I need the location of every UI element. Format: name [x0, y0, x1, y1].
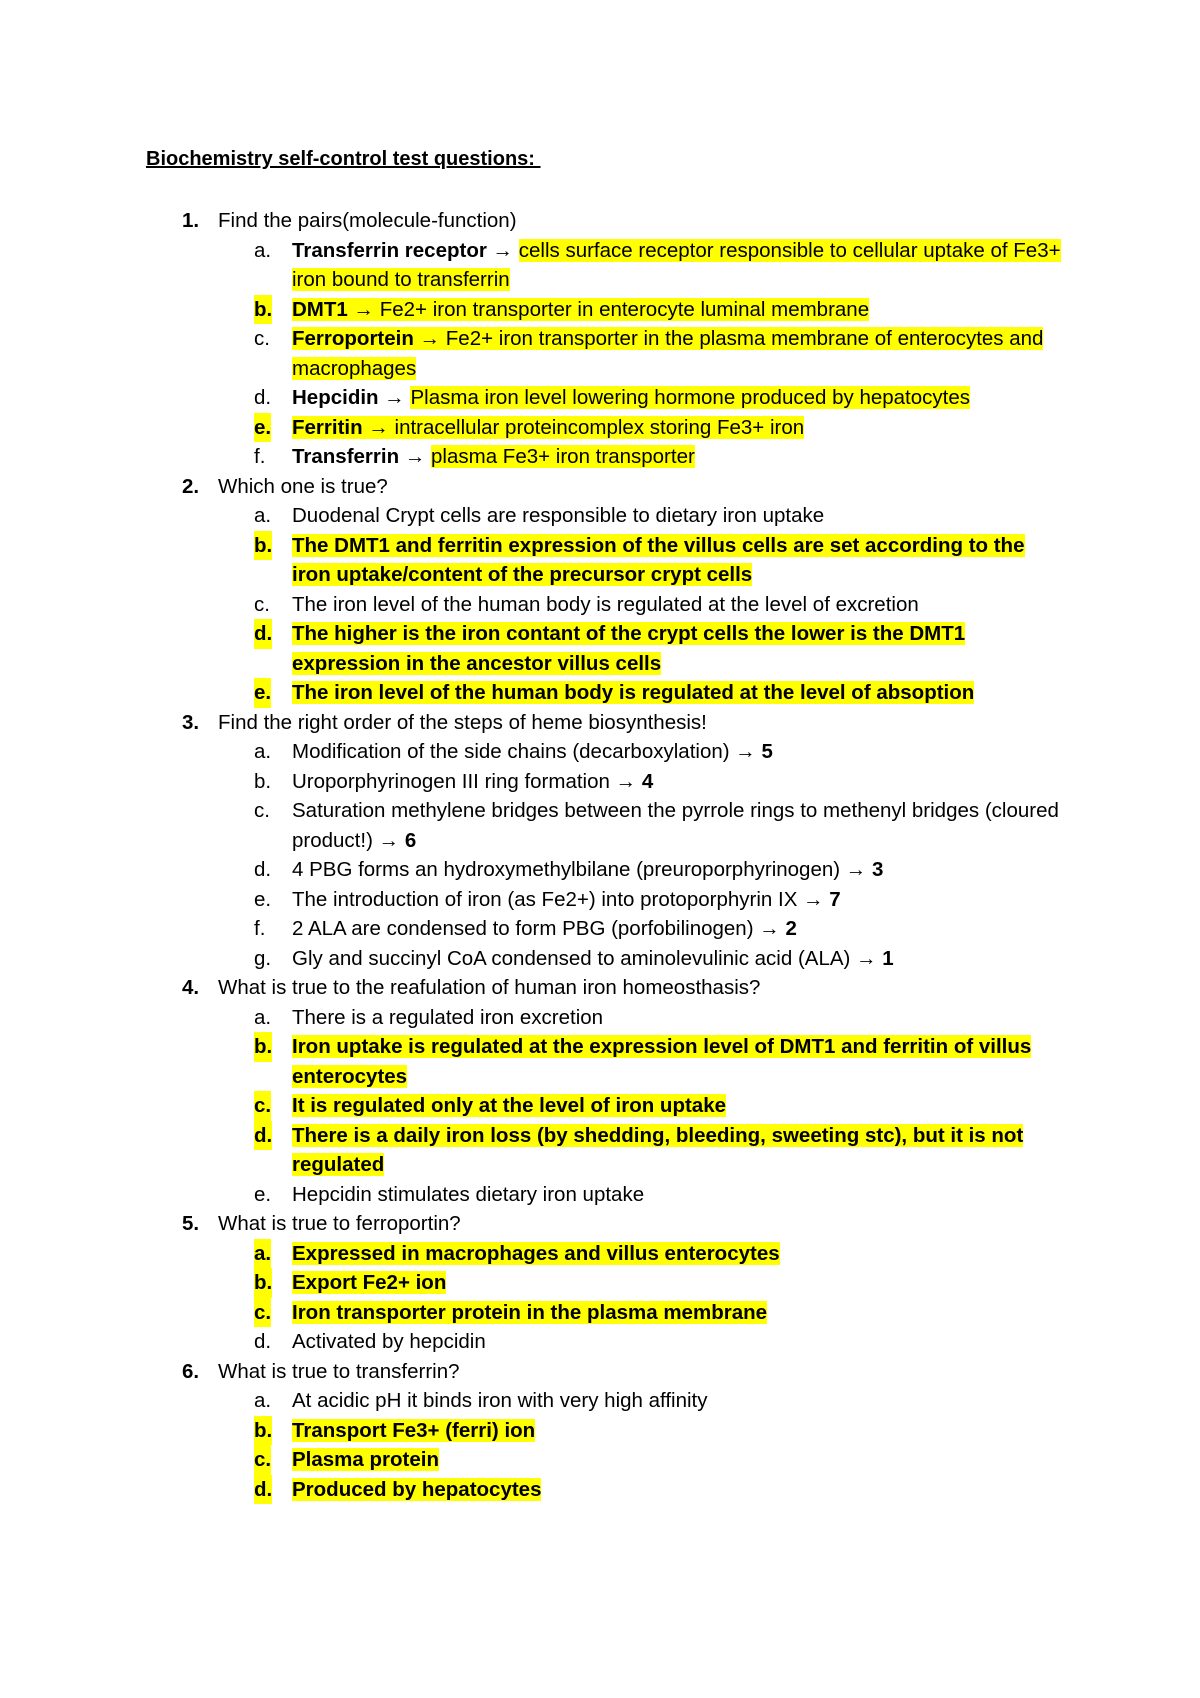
answer-text: Duodenal Crypt cells are responsible to dietary iron uptake: [292, 504, 825, 527]
answer-text: Iron uptake is regulated at the expression level of DMT1 and ferritin of villus enterocytes: [292, 1035, 1032, 1088]
arrow-icon: [840, 858, 872, 881]
answer-item: [146, 1386, 1066, 1416]
answer-item: [146, 1180, 1066, 1210]
answer-item: [146, 678, 1066, 708]
answer-letter: b.: [254, 531, 272, 561]
answer-letter: e.: [254, 887, 272, 911]
answer-letter: a.: [254, 238, 272, 262]
question-text: Find the right order of the steps of heme biosynthesis!: [218, 710, 707, 734]
answer-text: [292, 386, 970, 409]
answer-item: [146, 737, 1066, 767]
answer-text: Expressed in macrophages and villus enterocytes: [292, 1241, 780, 1265]
answer-letter: b.: [254, 295, 272, 325]
arrow-glyph: →: [353, 297, 375, 321]
question-text: What is true to transferrin?: [218, 1359, 460, 1383]
step-text: 2 ALA are condensed to form PBG (porfobilinogen): [292, 917, 754, 940]
arrow-glyph: →: [615, 769, 637, 793]
question-line: [146, 472, 1066, 502]
document-title: Biochemistry self-control test questions:: [146, 148, 541, 170]
answer-item: [146, 1239, 1066, 1269]
answer-item: [146, 501, 1066, 531]
answer-item: [146, 236, 1066, 295]
answer-letter: b.: [254, 1268, 272, 1298]
question-text: What is true to the reafulation of human iron homeosthasis?: [218, 976, 761, 999]
answer-item: [146, 1416, 1066, 1446]
answer-text: The DMT1 and ferritin expression of the villus cells are set according to the iron uptake/content of the precursor crypt cells: [292, 533, 1025, 586]
step-text: Modification of the side chains (decarboxylation): [292, 740, 730, 763]
answer-item: [146, 590, 1066, 620]
answer-letter: e.: [254, 413, 271, 443]
arrow-icon: [379, 386, 411, 409]
answer-letter: d.: [254, 1121, 272, 1151]
document-body: [146, 146, 1066, 1504]
arrow-glyph: →: [404, 445, 426, 468]
arrow-glyph: →: [378, 828, 400, 852]
arrow-icon: [373, 829, 405, 852]
answer-item: [146, 531, 1066, 590]
answer-text: [292, 327, 1043, 380]
answer-text: Transport Fe3+ (ferri) ion: [292, 1418, 536, 1442]
molecule-function: Fe2+ iron transporter in enterocyte luminal membrane: [379, 297, 870, 321]
arrow-icon: [399, 445, 431, 468]
arrow-icon: [348, 298, 380, 321]
arrow-icon: [487, 239, 519, 262]
answer-letter: c.: [254, 592, 270, 616]
answer-letter: a.: [254, 504, 272, 527]
step-text: Uroporphyrinogen III ring formation: [292, 769, 610, 793]
question-text: Which one is true?: [218, 474, 388, 498]
answer-item: [146, 413, 1066, 443]
answer-text: [292, 298, 869, 321]
answer-letter: a.: [254, 1389, 272, 1412]
step-text: Gly and succinyl CoA condensed to aminolevulinic acid (ALA): [292, 946, 851, 970]
question-text: What is true to ferroportin?: [218, 1212, 461, 1235]
molecule-function: intracellular proteincomplex storing Fe3+ iron: [394, 415, 805, 439]
answer-list: [146, 236, 1066, 472]
molecule-function: plasma Fe3+ iron transporter: [431, 445, 695, 468]
answer-item: [146, 1121, 1066, 1180]
arrow-glyph: →: [419, 327, 441, 350]
answer-text: Produced by hepatocytes: [292, 1477, 542, 1501]
question-number: 3.: [182, 710, 200, 734]
step-order-number: 1: [882, 946, 894, 970]
answer-letter: a.: [254, 1005, 272, 1029]
answer-text: [292, 445, 695, 468]
answer-text: Iron transporter protein in the plasma membrane: [292, 1300, 768, 1324]
answer-letter: c.: [254, 799, 270, 822]
answer-letter: e.: [254, 1182, 272, 1206]
answer-letter: c.: [254, 327, 270, 350]
question-block: [146, 973, 1066, 1209]
question-list: [146, 206, 1066, 1504]
answer-item: [146, 383, 1066, 413]
molecule-function: Fe2+ iron transporter in the plasma membrane of enterocytes and macrophages: [292, 327, 1044, 380]
answer-text: The iron level of the human body is regulated at the level of absoption: [292, 681, 975, 704]
answer-text: [292, 239, 1061, 292]
arrow-glyph: →: [803, 887, 824, 911]
answer-letter: b.: [254, 1416, 272, 1446]
arrow-glyph: →: [735, 740, 756, 763]
step-order-number: 2: [785, 917, 797, 940]
arrow-glyph: →: [368, 415, 389, 439]
answer-text: [292, 799, 1059, 852]
molecule-term: Transferrin: [292, 445, 400, 468]
answer-text: [292, 917, 797, 940]
answer-text: Activated by hepcidin: [292, 1330, 486, 1353]
answer-text: [292, 740, 773, 763]
step-text: 4 PBG forms an hydroxymethylbilane (preuroporphyrinogen): [292, 858, 841, 881]
answer-letter: a.: [254, 1239, 271, 1269]
answer-text: [292, 770, 653, 793]
arrow-icon: [363, 416, 395, 439]
answer-text: Plasma protein: [292, 1448, 439, 1471]
answer-letter: b.: [254, 769, 272, 793]
question-block: [146, 1357, 1066, 1505]
molecule-function: Plasma iron level lowering hormone produced by hepatocytes: [410, 386, 970, 409]
arrow-icon: [730, 740, 762, 763]
arrow-icon: [610, 770, 642, 793]
answer-letter: d.: [254, 858, 272, 881]
question-block: [146, 472, 1066, 708]
question-block: [146, 708, 1066, 974]
arrow-icon: [754, 917, 786, 940]
answer-item: [146, 767, 1066, 797]
answer-item: [146, 1091, 1066, 1121]
molecule-term: Transferrin receptor: [292, 238, 487, 262]
answer-item: [146, 885, 1066, 915]
answer-list: [146, 1386, 1066, 1504]
arrow-glyph: →: [492, 238, 514, 262]
answer-item: [146, 855, 1066, 885]
question-line: [146, 973, 1066, 1003]
answer-item: [146, 1003, 1066, 1033]
answer-item: [146, 914, 1066, 944]
step-order-number: 5: [761, 740, 773, 763]
answer-list: [146, 1003, 1066, 1210]
answer-item: [146, 796, 1066, 855]
answer-list: [146, 737, 1066, 973]
answer-letter: f.: [254, 445, 266, 468]
question-block: [146, 1209, 1066, 1357]
molecule-function: cells surface receptor responsible to cellular uptake of Fe3+ iron bound to transferrin: [292, 238, 1061, 291]
arrow-glyph: →: [759, 917, 780, 940]
answer-text: Export Fe2+ ion: [292, 1271, 447, 1294]
answer-text: The iron level of the human body is regulated at the level of excretion: [292, 592, 919, 616]
answer-item: [146, 1268, 1066, 1298]
answer-text: [292, 947, 894, 970]
arrow-glyph: →: [384, 386, 405, 409]
answer-text: It is regulated only at the level of iron uptake: [292, 1094, 727, 1117]
question-text: Find the pairs(molecule-function): [218, 209, 517, 232]
question-number: 5.: [182, 1212, 200, 1235]
answer-item: [146, 944, 1066, 974]
step-text: Saturation methylene bridges between the pyrrole rings to methenyl bridges (cloured product!): [292, 799, 1059, 852]
answer-item: [146, 1327, 1066, 1357]
question-number: 1.: [182, 209, 200, 232]
answer-letter: f.: [254, 917, 266, 940]
answer-list: [146, 1239, 1066, 1357]
question-line: [146, 708, 1066, 738]
answer-letter: c.: [254, 1445, 271, 1475]
step-order-number: 6: [404, 828, 417, 852]
answer-letter: c.: [254, 1298, 271, 1328]
step-text: The introduction of iron (as Fe2+) into protoporphyrin IX: [292, 887, 798, 911]
answer-letter: d.: [254, 619, 272, 649]
question-line: [146, 1357, 1066, 1387]
molecule-term: Ferritin: [292, 415, 363, 439]
answer-item: [146, 1298, 1066, 1328]
answer-item: [146, 619, 1066, 678]
arrow-glyph: →: [845, 858, 867, 881]
answer-item: [146, 1475, 1066, 1505]
answer-text: [292, 858, 883, 881]
answer-text: Hepcidin stimulates dietary iron uptake: [292, 1182, 645, 1206]
answer-text: There is a daily iron loss (by shedding, bleeding, sweeting stc), but it is not regulated: [292, 1123, 1024, 1176]
step-order-number: 3: [871, 858, 884, 881]
answer-text: [292, 416, 804, 439]
question-line: [146, 1209, 1066, 1239]
answer-item: [146, 324, 1066, 383]
answer-letter: a.: [254, 740, 272, 763]
step-order-number: 4: [641, 769, 654, 793]
molecule-term: DMT1: [292, 297, 348, 321]
answer-item: [146, 295, 1066, 325]
question-number: 2.: [182, 474, 200, 498]
answer-text: The higher is the iron contant of the crypt cells the lower is the DMT1 expression in the ancestor villus cells: [292, 622, 966, 675]
answer-text: [292, 888, 841, 911]
answer-letter: g.: [254, 946, 272, 970]
answer-letter: d.: [254, 1475, 272, 1505]
arrow-glyph: →: [856, 946, 877, 970]
question-block: [146, 206, 1066, 472]
answer-letter: c.: [254, 1091, 271, 1121]
answer-item: [146, 1032, 1066, 1091]
question-line: [146, 206, 1066, 236]
arrow-icon: [414, 327, 446, 350]
answer-text: At acidic pH it binds iron with very high affinity: [292, 1389, 708, 1412]
answer-letter: e.: [254, 678, 271, 708]
arrow-icon: [797, 888, 829, 911]
arrow-icon: [850, 947, 882, 970]
answer-text: There is a regulated iron excretion: [292, 1005, 604, 1029]
answer-item: [146, 442, 1066, 472]
answer-list: [146, 501, 1066, 708]
answer-item: [146, 1445, 1066, 1475]
molecule-term: Ferroportein: [292, 327, 414, 350]
question-number: 4.: [182, 976, 200, 999]
step-order-number: 7: [829, 887, 841, 911]
question-number: 6.: [182, 1359, 200, 1383]
answer-letter: d.: [254, 1330, 272, 1353]
answer-letter: d.: [254, 386, 272, 409]
molecule-term: Hepcidin: [292, 386, 379, 409]
answer-letter: b.: [254, 1032, 272, 1062]
